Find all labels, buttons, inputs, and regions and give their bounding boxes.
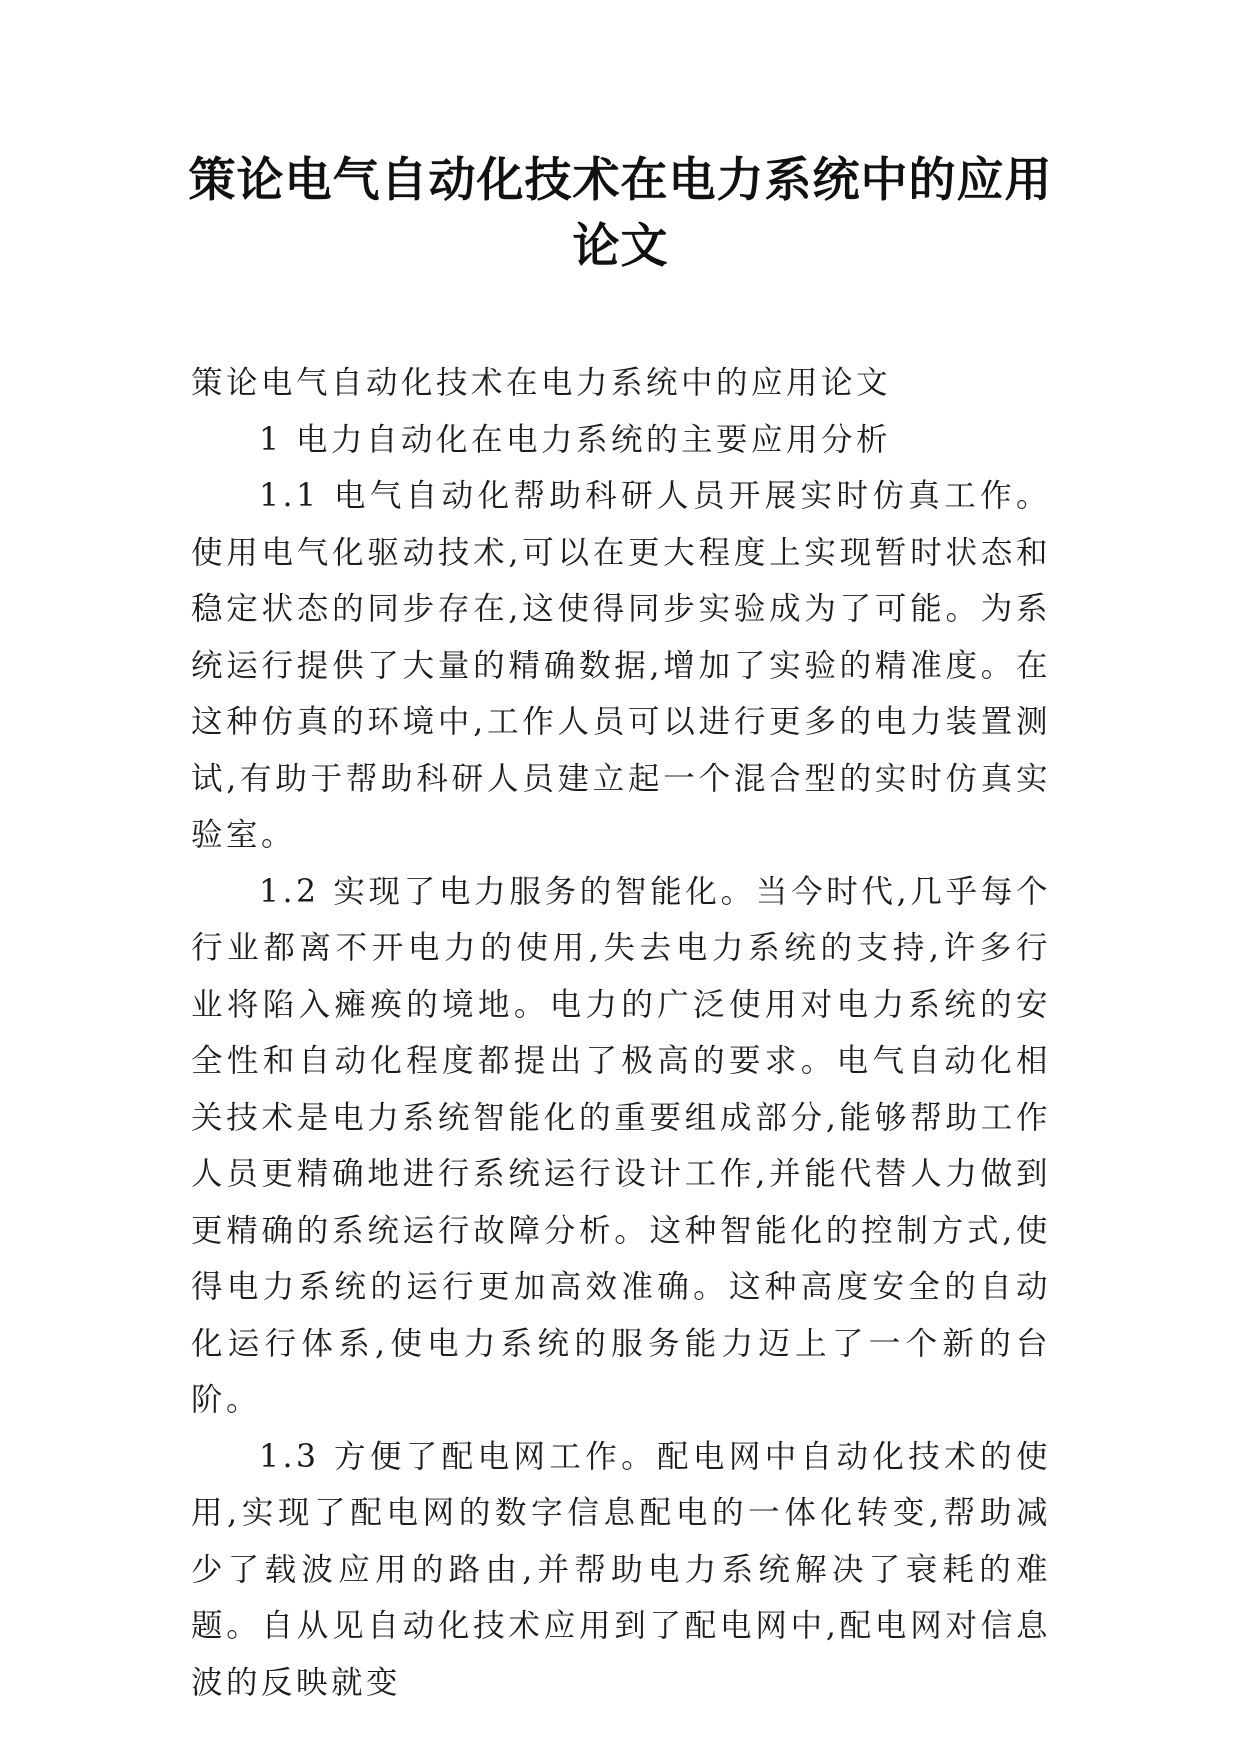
paragraph-1-3: 1.3 方便了配电网工作。配电网中自动化技术的使用,实现了配电网的数字信息配电的一体化转变,帮助减少了载波应用的路由,并帮助电力系统解决了衰耗的难题。自从见自动化技术应用到了配电网中,配电网对信息波的反映就变 <box>191 1438 1051 1701</box>
document-title <box>150 148 1091 280</box>
document-body <box>191 355 1051 1711</box>
section-heading-1: 1 电力自动化在电力系统的主要应用分析 <box>259 421 892 458</box>
paragraph-1-1: 1.1 电气自动化帮助科研人员开展实时仿真工作。使用电气化驱动技术,可以在更大程度上实现暂时状态和稳定状态的同步存在,这使得同步实验成为了可能。为系统运行提供了大量的精确数据,增加了实验的精准度。在这种仿真的环境中,工作人员可以进行更多的电力装置测试,有助于帮助科研人员建立起一个混合型的实时仿真实验室。 <box>191 478 1051 853</box>
title-line-1: 策论电气自动化技术在电力系统中的应用 <box>188 153 1053 208</box>
body-heading: 策论电气自动化技术在电力系统中的应用论文 <box>191 365 892 401</box>
paragraph-1-2: 1.2 实现了电力服务的智能化。当今时代,几乎每个行业都离不开电力的使用,失去电力系统的支持,许多行业将陷入瘫痪的境地。电力的广泛使用对电力系统的安全性和自动化程度都提出了极高的要求。电气自动化相关技术是电力系统智能化的重要组成部分,能够帮助工作人员更精确地进行系统运行设计工作,并能代替人力做到更精确的系统运行故障分析。这种智能化的控制方式,使得电力系统的运行更加高效准确。这种高度安全的自动化运行体系,使电力系统的服务能力迈上了一个新的台阶。 <box>191 873 1051 1418</box>
title-line-2: 论文 <box>572 219 669 274</box>
